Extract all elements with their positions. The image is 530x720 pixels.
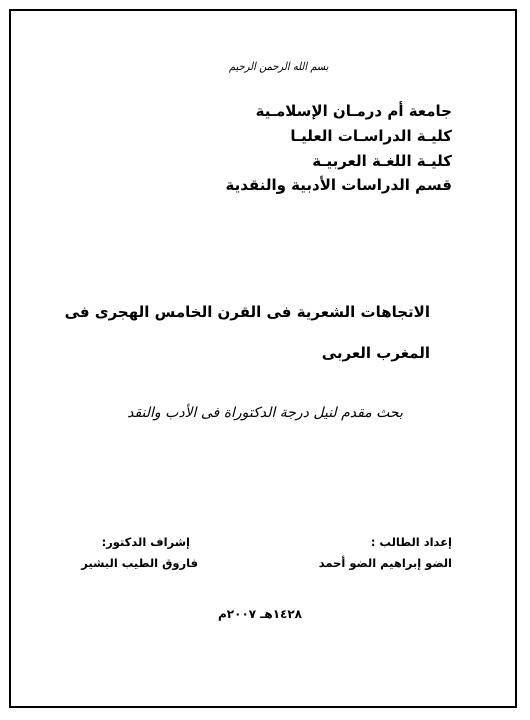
supervisor-name: فاروق الطيب البشير — [81, 556, 198, 570]
thesis-title-line-1: الاتجاهات الشعرية فى القرن الخامس الهجرى فى — [64, 303, 430, 321]
graduate-college-name: كليـة الدراسـات العليـا — [290, 127, 452, 145]
arabic-college-name: كليـة اللغـة العربيـة — [312, 152, 452, 170]
basmala-calligraphy: بسم الله الرحمن الرحيم — [229, 60, 329, 73]
thesis-date: ١٤٢٨هـ ٢٠٠٧م — [218, 607, 302, 621]
department-name: قسم الدراسات الأدبية والنقدية — [225, 176, 452, 194]
university-name: جامعة أم درمـان الإسلامـية — [255, 102, 452, 120]
thesis-subtitle: بحث مقدم لنيل درجة الدكتوراة فى الأدب والنقد — [127, 405, 403, 421]
supervisor-label: إشراف الدكتور: — [101, 535, 190, 549]
thesis-title-line-2: المغرب العربى — [321, 344, 430, 362]
student-name: الضو إبراهيم الضو أحمد — [318, 556, 452, 570]
student-label: إعداد الطالب : — [370, 535, 452, 549]
